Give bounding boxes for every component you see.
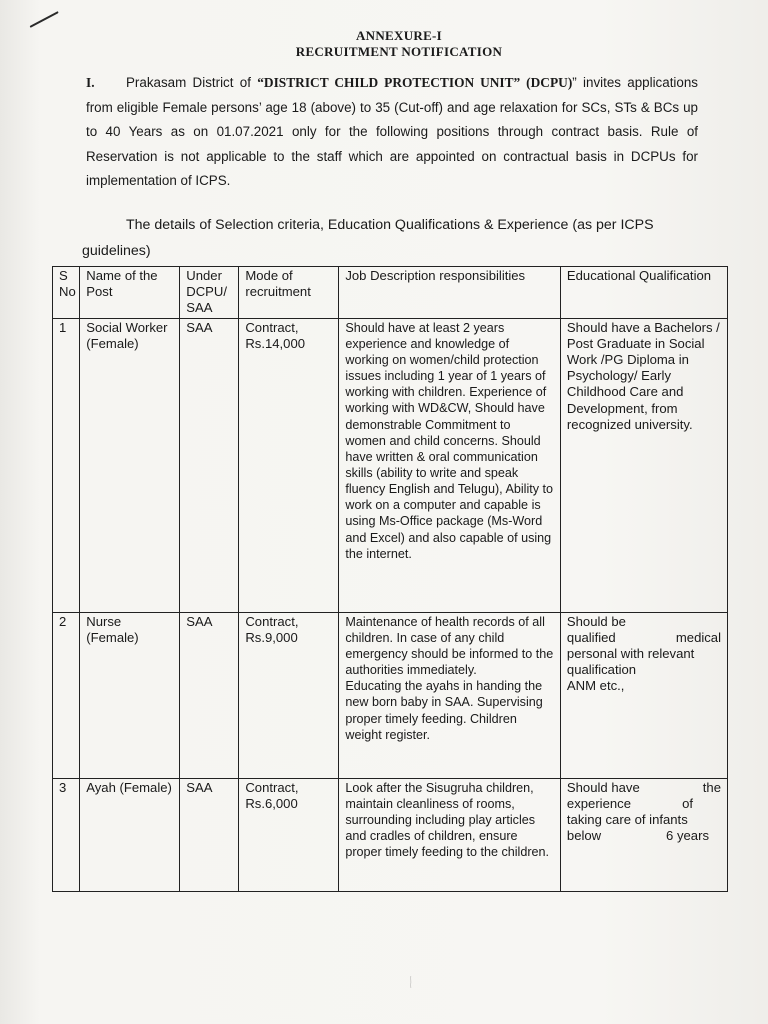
edu-line: personal with relevant qualification [566, 646, 695, 678]
notification-title: RECRUITMENT NOTIFICATION [295, 44, 503, 59]
table-row [53, 778, 728, 891]
pen-mark [30, 11, 59, 28]
cell-name: Nurse (Female) [80, 612, 180, 778]
details-paragraph [82, 212, 702, 264]
job-paragraph-1: Maintenance of health records of all children. In case of any child emergency should be informed to the authorities immediately. [345, 614, 554, 678]
edu-word: below [566, 828, 602, 844]
edu-word: the [702, 779, 721, 795]
edu-line [567, 780, 721, 796]
intro-number: I. [86, 75, 95, 90]
edu-word: medical [675, 629, 721, 645]
header-sno-line1: S [59, 268, 68, 283]
header-sno-line2: No [59, 284, 76, 300]
edu-word: qualified [566, 629, 616, 645]
annexure-title: ANNEXURE-I [355, 28, 443, 43]
table-row [53, 318, 728, 612]
edu-line: Should be [566, 613, 626, 629]
header-sno [53, 267, 80, 319]
cell-job: Look after the Sisugruha children, maintain cleanliness of rooms, surrounding including play articles and cradles of children, ensure proper timely feeding to the children. [339, 778, 561, 891]
cell-under: SAA [180, 778, 239, 891]
cell-edu: Should have a Bachelors / Post Graduate in Social Work /PG Diploma in Psychology/ Early Childhood Care and Development, from recognized university. [560, 318, 727, 612]
details-text: The details of Selection criteria, Education Qualifications & Experience (as per ICPS guidelines) [82, 217, 654, 259]
cell-name: Social Worker (Female) [80, 318, 180, 612]
cell-under: SAA [180, 612, 239, 778]
header-under: Under DCPU/ SAA [180, 267, 239, 319]
cell-mode: Contract, Rs.6,000 [239, 778, 339, 891]
edu-line [567, 630, 721, 646]
edu-word: of [682, 795, 693, 811]
cell-mode: Contract, Rs.14,000 [239, 318, 339, 612]
cell-sno: 2 [53, 612, 80, 778]
intro-paragraph [86, 71, 698, 194]
header-edu: Educational Qualification [560, 267, 727, 319]
edu-line: taking care of infants [566, 812, 688, 828]
intro-text-part1: Prakasam District of [126, 75, 258, 90]
edu-word: Should have [566, 779, 640, 795]
cell-sno: 3 [53, 778, 80, 891]
job-paragraph-2: Educating the ayahs in handing the new born baby in SAA. Supervising proper timely feeding. Children weight register. [345, 679, 543, 742]
table-row [53, 612, 728, 778]
edu-word: 6 years [666, 828, 709, 844]
cell-sno: 1 [53, 318, 80, 612]
edu-line [567, 828, 721, 844]
paper-fold-mark [410, 940, 412, 1024]
edu-word: experience [566, 795, 631, 811]
table-header-row [53, 267, 728, 319]
cell-under: SAA [180, 318, 239, 612]
cell-edu [560, 778, 727, 891]
edu-line: ANM etc., [566, 678, 625, 694]
header-job: Job Description responsibilities [339, 267, 561, 319]
header-mode: Mode of recruitment [239, 267, 339, 319]
cell-job [339, 612, 561, 778]
edu-line [567, 796, 721, 812]
intro-text-part2: ” invites applications from eligible Female persons’ age 18 (above) to 35 (Cut-off) and age relaxation for SCs, STs & BCs up to 40 Years as on 01.07.2021 only for the following positions through contract basis. Rule of Reservation is not applicable to the staff which are appointed on contractual basis in DCPUs for implementation of ICPS. [86, 75, 698, 189]
cell-name: Ayah (Female) [80, 778, 180, 891]
cell-mode: Contract, Rs.9,000 [239, 612, 339, 778]
header-name: Name of the Post [80, 267, 180, 319]
positions-table [52, 266, 728, 892]
unit-name: “DISTRICT CHILD PROTECTION UNIT” (DCPU) [257, 75, 573, 90]
cell-job: Should have at least 2 years experience and knowledge of working on women/child protection issues including 1 year of 1 years of working with children. Experience of working with WD&CW, Should have demonstrable Commitment to women and child concerns. Should have written & oral communication skills (ability to write and speak fluency English and Telugu), Ability to work on a computer and capable is using Ms-Office package (Ms-Word and Excel) and also capable of using the internet. [339, 318, 561, 612]
cell-edu [560, 612, 727, 778]
